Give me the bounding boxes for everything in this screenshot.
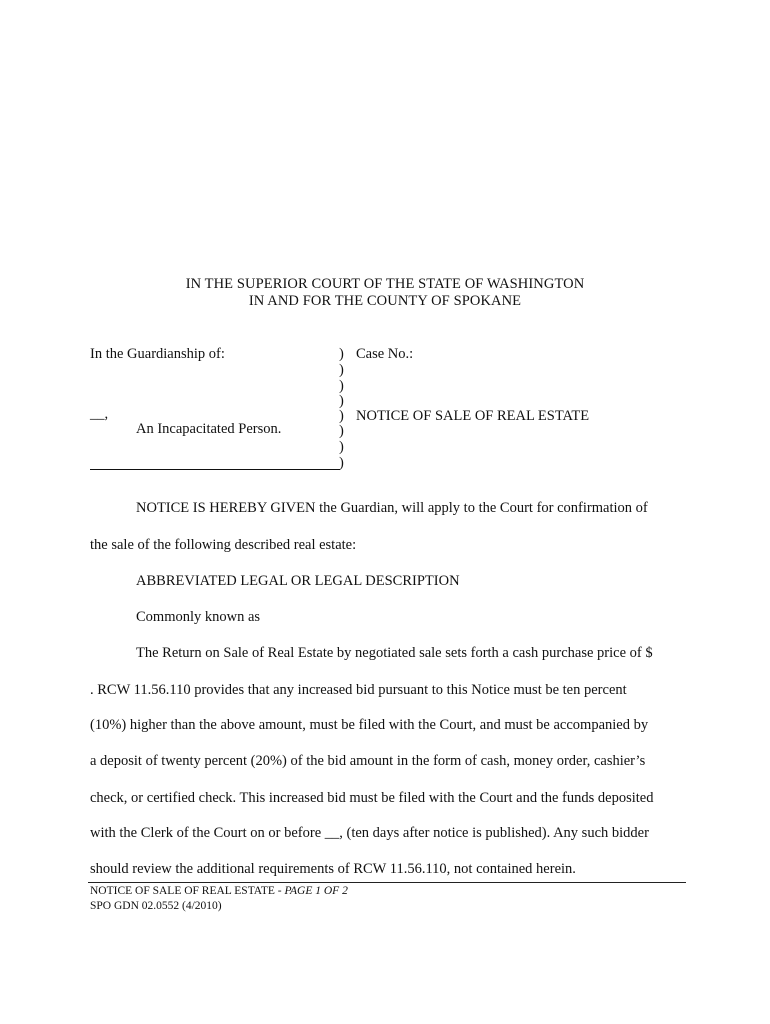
legal-description-placeholder: ABBREVIATED LEGAL OR LEGAL DESCRIPTION	[136, 573, 460, 589]
caption-paren: )	[339, 408, 344, 424]
return-paragraph-line-3: (10%) higher than the above amount, must be filed with the Court, and must be accompanied by	[90, 717, 649, 733]
court-heading-line-1: IN THE SUPERIOR COURT OF THE STATE OF WASHINGTON	[185, 276, 585, 292]
notice-paragraph-line-1: NOTICE IS HEREBY GIVEN the Guardian, will apply to the Court for confirmation of	[136, 500, 648, 516]
ward-name-blank: __,	[90, 406, 109, 422]
guardianship-label: In the Guardianship of:	[90, 346, 225, 362]
court-heading-line-2: IN AND FOR THE COUNTY OF SPOKANE	[248, 293, 522, 309]
commonly-known-as: Commonly known as	[136, 609, 261, 625]
footer-page-number: PAGE 1 OF 2	[284, 885, 348, 897]
case-number-label: Case No.:	[356, 346, 414, 362]
caption-paren: )	[339, 362, 344, 378]
incapacitated-person-label: An Incapacitated Person.	[136, 421, 282, 437]
return-paragraph-line-4: a deposit of twenty percent (20%) of the bid amount in the form of cash, money order, cashier’s	[90, 753, 646, 769]
document-title: NOTICE OF SALE OF REAL ESTATE	[356, 408, 590, 424]
footer-title	[90, 885, 348, 897]
caption-paren: )	[339, 423, 344, 439]
caption-paren: )	[339, 393, 344, 409]
return-paragraph-line-5: check, or certified check. This increased bid must be filed with the Court and the funds deposited	[90, 790, 654, 806]
caption-paren: )	[339, 439, 344, 455]
caption-underline	[90, 469, 340, 470]
notice-paragraph-line-2: the sale of the following described real estate:	[90, 537, 357, 553]
footer-doc-title: NOTICE OF SALE OF REAL ESTATE -	[90, 885, 285, 897]
return-paragraph-line-1: The Return on Sale of Real Estate by negotiated sale sets forth a cash purchase price of $	[136, 645, 653, 661]
return-paragraph-line-7: should review the additional requirements of RCW 11.56.110, not contained herein.	[90, 861, 576, 877]
caption-paren: )	[339, 378, 344, 394]
footer-form-code: SPO GDN 02.0552 (4/2010)	[90, 900, 222, 912]
caption-paren: )	[339, 455, 344, 471]
return-paragraph-line-2: . RCW 11.56.110 provides that any increased bid pursuant to this Notice must be ten percent	[90, 682, 627, 698]
caption-paren: )	[339, 346, 344, 362]
footer-rule	[88, 882, 686, 883]
return-paragraph-line-6: with the Clerk of the Court on or before __, (ten days after notice is published). Any such bidder	[90, 825, 649, 841]
